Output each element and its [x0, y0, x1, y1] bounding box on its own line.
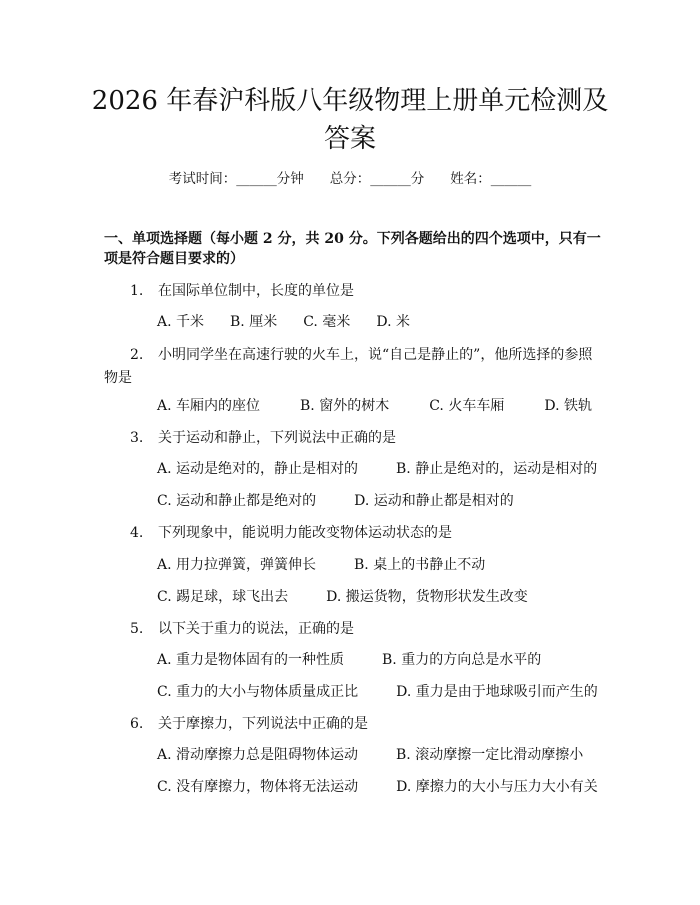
question-number: 6. [130, 716, 144, 732]
question-4 [104, 522, 600, 545]
section-heading: 一、单项选择题（每小题 2 分，共 20 分。下列各题给出的四个选项中，只有一项是符合题目要求的） [104, 231, 601, 267]
question-stem: 关于摩擦力，下列说法中正确的是 [158, 716, 368, 732]
option-a: A. 运动是绝对的，静止是相对的 [157, 461, 359, 477]
option-c: C. 重力的大小与物体质量成正比 [157, 684, 359, 700]
question-number: 3. [130, 430, 144, 446]
option-c: C. 运动和静止都是绝对的 [157, 493, 317, 509]
question-number: 5. [130, 621, 144, 637]
question-stem: 下列现象中，能说明力能改变物体运动状态的是 [158, 525, 452, 541]
option-a: A. 滑动摩擦力总是阻碍物体运动 [157, 747, 359, 763]
option-b: B. 静止是绝对的，运动是相对的 [396, 461, 598, 477]
option-b: B. 厘米 [230, 314, 278, 330]
exam-info-line [0, 170, 700, 188]
option-c: C. 火车车厢 [429, 398, 505, 414]
question-number: 1. [130, 283, 144, 299]
total-score-field: 总分：______分 [329, 171, 425, 187]
exam-time-field: 考试时间：______分钟 [168, 171, 304, 187]
question-stem: 在国际单位制中，长度的单位是 [158, 283, 354, 299]
option-d: D. 搬运货物，货物形状发生改变 [326, 589, 528, 605]
option-b: B. 重力的方向总是水平的 [382, 652, 542, 668]
question-3-options-row2 [157, 491, 617, 511]
question-6-options-row2 [157, 777, 617, 797]
option-d: D. 重力是由于地球吸引而产生的 [396, 684, 598, 700]
question-5-options-row1 [157, 650, 617, 670]
option-b: B. 窗外的树木 [300, 398, 390, 414]
question-number: 2. [130, 347, 144, 363]
question-2 [104, 344, 600, 390]
document-title: 2026 年春沪科版八年级物理上册单元检测及答案 [91, 86, 609, 154]
question-4-options-row1 [157, 555, 617, 575]
option-d: D. 铁轨 [544, 398, 592, 414]
question-3-options-row1 [157, 459, 617, 479]
student-name-field: 姓名：______ [450, 171, 532, 187]
option-a: A. 重力是物体固有的一种性质 [157, 652, 345, 668]
option-a: A. 车厢内的座位 [157, 398, 261, 414]
option-d: D. 运动和静止都是相对的 [354, 493, 514, 509]
option-d: D. 米 [376, 314, 410, 330]
question-1 [104, 280, 600, 303]
question-4-options-row2 [157, 587, 617, 607]
question-number: 4. [130, 525, 144, 541]
option-a: A. 千米 [157, 314, 205, 330]
option-b: B. 桌上的书静止不动 [354, 557, 486, 573]
question-stem: 小明同学坐在高速行驶的火车上，说“自己是静止的”，他所选择的参照物是 [104, 347, 593, 386]
question-6 [104, 713, 600, 736]
option-c: C. 没有摩擦力，物体将无法运动 [157, 779, 359, 795]
option-a: A. 用力拉弹簧，弹簧伸长 [157, 557, 317, 573]
option-c: C. 踢足球，球飞出去 [157, 589, 289, 605]
question-6-options-row1 [157, 745, 617, 765]
question-1-options [157, 312, 617, 332]
option-d: D. 摩擦力的大小与压力大小有关 [396, 779, 598, 795]
question-2-options [157, 396, 617, 416]
question-stem: 以下关于重力的说法，正确的是 [158, 621, 354, 637]
question-5 [104, 618, 600, 641]
question-3 [104, 427, 600, 450]
question-5-options-row2 [157, 682, 617, 702]
option-b: B. 滚动摩擦一定比滑动摩擦小 [396, 747, 584, 763]
question-stem: 关于运动和静止，下列说法中正确的是 [158, 430, 396, 446]
option-c: C. 毫米 [303, 314, 351, 330]
